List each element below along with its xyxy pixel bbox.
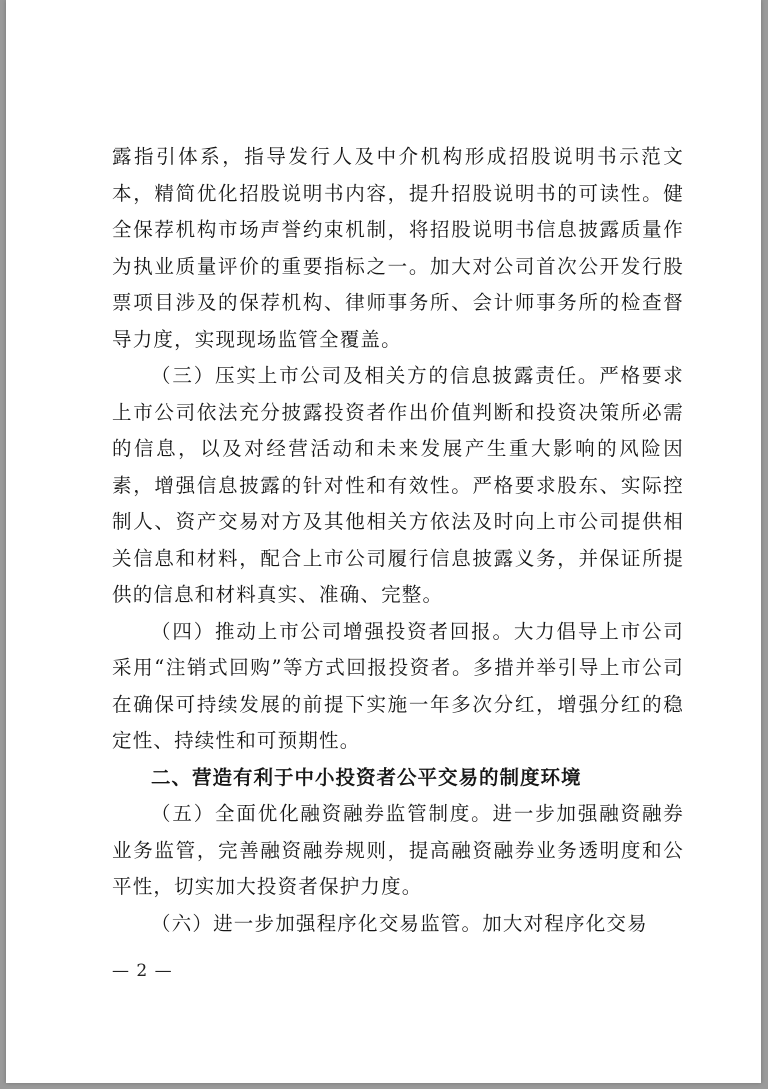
paragraph-continuation: 露指引体系，指导发行人及中介机构形成招股说明书示范文本，精简优化招股说明书内容，提升招股说明书的可读性。健全保荐机构市场声誉约束机制，将招股说明书信息披露质量作为执业质量评价的重要指标之一。加大对公司首次公开发行股票项目涉及的保荐机构、律师事务所、会计师事务所的检查督导力度，实现现场监管全覆盖。: [112, 145, 684, 351]
paragraph-section-6: （六）进一步加强程序化交易监管。加大对程序化交易: [151, 911, 648, 935]
document-body: [112, 139, 684, 942]
section-heading-2: 二、营造有利于中小投资者公平交易的制度环境: [151, 765, 582, 789]
document-page: [6, 0, 761, 1083]
paragraph-section-4: （四）推动上市公司增强投资者回报。大力倡导上市公司采用“注销式回购”等方式回报投资者。多措并举引导上市公司在确保可持续发展的前提下实施一年多次分红，增强分红的稳定性、持续性和可预期性。: [112, 619, 684, 752]
page-number: — 2 —: [112, 961, 173, 981]
paragraph-section-5: （五）全面优化融资融券监管制度。进一步加强融资融券业务监管，完善融资融券规则，提高融资融券业务透明度和公平性，切实加大投资者保护力度。: [112, 802, 684, 898]
paragraph-section-3: （三）压实上市公司及相关方的信息披露责任。严格要求上市公司依法充分披露投资者作出价值判断和投资决策所必需的信息，以及对经营活动和未来发展产生重大影响的风险因素，增强信息披露的针对性和有效性。严格要求股东、实际控制人、资产交易对方及其他相关方依法及时向上市公司提供相关信息和材料，配合上市公司履行信息披露义务，并保证所提供的信息和材料真实、准确、完整。: [112, 364, 684, 606]
